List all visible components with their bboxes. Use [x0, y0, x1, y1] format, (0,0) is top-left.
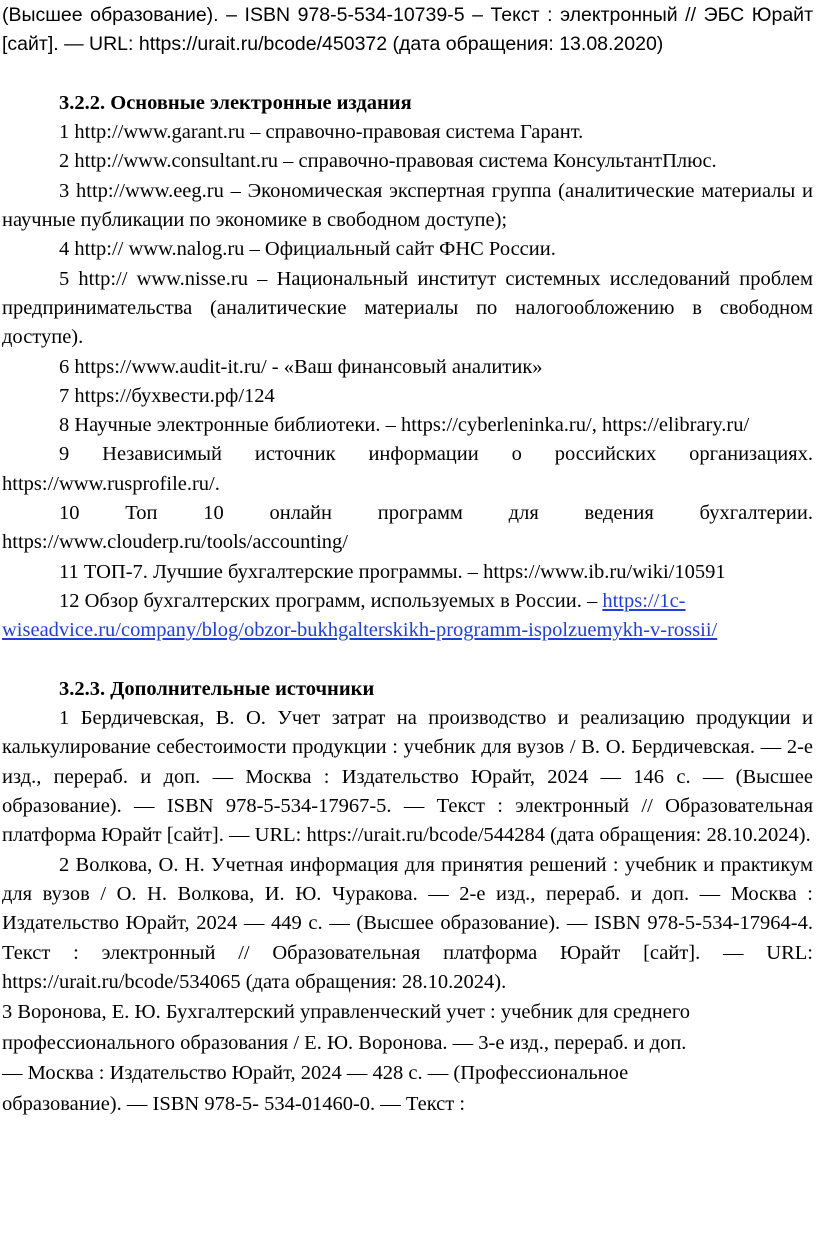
- list-item-text: 12 Обзор бухгалтерских программ, используемых в России. –: [59, 589, 603, 612]
- list-item: 1 http://www.garant.ru – справочно-правовая система Гарант.: [59, 121, 584, 144]
- list-item: 5 http:// www.nisse.ru – Национальный институт системных исследований проблем предпринимательства (аналитические материалы по налогообложению в свободном доступе).: [2, 267, 813, 349]
- list-item: 7 https://бухвести.рф/124: [59, 384, 275, 407]
- section-heading-electronic-editions: 3.2.2. Основные электронные издания: [59, 91, 412, 114]
- reference-item-partial: [2, 997, 813, 1119]
- top-citation: (Высшее образование). – ISBN 978-5-534-10739-5 – Текст : электронный // ЭБС Юрайт [сайт]. — URL: https://urait.ru/bcode/450372 (дата обращения: 13.08.2020): [2, 4, 813, 56]
- reference-item: 1 Бердичевская, В. О. Учет затрат на производство и реализацию продукции и калькулирование себестоимости продукции : учебник для вузов / В. О. Бердичевская. — 2-е изд., перераб. и доп. — Москва : Издательство Юрайт, 2024 — 146 с. — (Высшее образование). — ISBN 978-5-534-17967-5. — Текст : электронный // Образовательная платформа Юрайт [сайт]. — URL: https://urait.ru/bcode/544284 (дата обращения: 28.10.2024).: [2, 707, 813, 847]
- reference-line: образование). — ISBN 978-5- 534-01460-0. — Текст :: [2, 1092, 466, 1115]
- reference-item: 2 Волкова, О. Н. Учетная информация для принятия решений : учебник и практикум для вузов / О. Н. Волкова, И. Ю. Чуракова. — 2-е изд., перераб. и доп. — Москва : Издательство Юрайт, 2024 — 449 с. — (Высшее образование). — ISBN 978-5-534-17964-4. Текст : электронный // Образовательная платформа Юрайт [сайт]. — URL: https://urait.ru/bcode/534065 (дата обращения: 28.10.2024).: [2, 853, 813, 993]
- spacer: [2, 60, 813, 89]
- list-item: 8 Научные электронные библиотеки. – https://cyberleninka.ru/, https://elibrary.ru/: [59, 414, 750, 437]
- list-item: 4 http:// www.nalog.ru – Официальный сайт ФНС России.: [59, 238, 556, 261]
- wiseadvice-link[interactable]: https://1c-wiseadvice.ru/company/blog/obzor-bukhgalterskikh-programm-ispolzuemykh-v-rossii/: [2, 589, 718, 642]
- list-item: [2, 587, 813, 646]
- list-item: 6 https://www.audit-it.ru/ - «Ваш финансовый аналитик»: [59, 355, 543, 378]
- list-item: 10 Топ 10 онлайн программ для ведения бухгалтерии. https://www.clouderp.ru/tools/accounting/: [2, 502, 813, 554]
- list-item: 2 http://www.consultant.ru – справочно-правовая система КонсультантПлюс.: [59, 150, 717, 173]
- reference-line: — Москва : Издательство Юрайт, 2024 — 428 с. — (Профессиональное: [2, 1062, 629, 1085]
- reference-line: 3 Воронова, Е. Ю. Бухгалтерский управленческий учет : учебник для среднего: [2, 1001, 691, 1024]
- list-item: 9 Независимый источник информации о российских организациях. https://www.rusprofile.ru/.: [2, 443, 813, 495]
- section-heading-additional-sources: 3.2.3. Дополнительные источники: [59, 677, 375, 700]
- spacer: [2, 646, 813, 675]
- list-item: 3 http://www.eeg.ru – Экономическая экспертная группа (аналитические материалы и научные публикации по экономике в свободном доступе);: [2, 179, 813, 232]
- reference-line: профессионального образования / Е. Ю. Воронова. — 3-е изд., перераб. и доп.: [2, 1031, 687, 1054]
- list-item: 11 ТОП-7. Лучшие бухгалтерские программы. – https://www.ib.ru/wiki/10591: [59, 560, 726, 583]
